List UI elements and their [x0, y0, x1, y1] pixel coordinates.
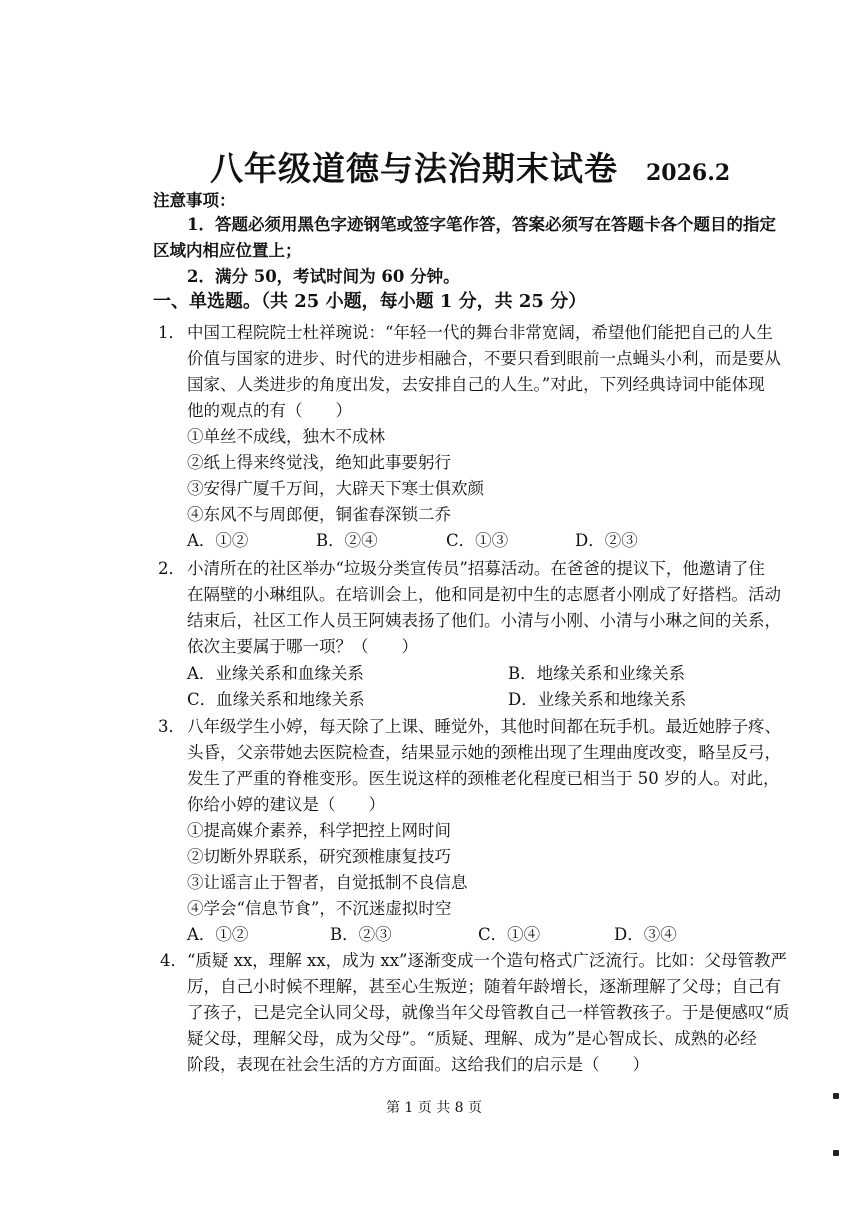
question-1-number: 1．	[158, 323, 185, 342]
question-3-stem-line: 你给小婷的建议是（ ）	[187, 795, 385, 814]
question-3-stem-line: 八年级学生小婷，每天除了上课、睡觉外，其他时间都在玩手机。最近她脖子疼、	[187, 717, 781, 736]
question-1-item: ④东风不与周郎便，铜雀春深锁二乔	[187, 505, 451, 524]
question-2-option-a[interactable]: A．业缘关系和血缘关系	[187, 664, 364, 683]
title-text: 八年级道德与法治期末试卷	[210, 149, 618, 188]
notice-heading: 注意事项：	[153, 191, 236, 210]
question-3-option-a[interactable]: A．①②	[187, 925, 249, 944]
question-3-option-d[interactable]: D．③④	[614, 925, 677, 944]
notice-item-2: 2．满分 50，考试时间为 60 分钟。	[187, 267, 460, 286]
question-1-option-c[interactable]: C．①③	[446, 531, 509, 550]
question-3-item: ④学会“信息节食”，不沉迷虚拟时空	[187, 899, 452, 918]
question-1-option-a[interactable]: A．①②	[187, 531, 249, 550]
question-1-option-b[interactable]: B．②④	[316, 531, 378, 550]
question-3-item: ③让谣言止于智者，自觉抵制不良信息	[187, 873, 468, 892]
question-3-item: ②切断外界联系，研究颈椎康复技巧	[187, 847, 451, 866]
question-2-option-b[interactable]: B．地缘关系和业缘关系	[508, 664, 686, 683]
question-4-stem-line: 厉，自己小时候不理解，甚至心生叛逆；随着年龄增长，逐渐理解了父母；自己有	[187, 977, 781, 996]
notice-item-1-line-2: 区域内相应位置上；	[153, 241, 302, 260]
question-1-stem-line: 中国工程院院士杜祥琬说：“年轻一代的舞台非常宽阔，希望他们能把自己的人生	[187, 323, 773, 342]
question-4-number: 4．	[160, 951, 187, 970]
question-4-stem-line: 阶段，表现在社会生活的方方面面。这给我们的启示是（ ）	[187, 1055, 649, 1074]
question-1-option-d[interactable]: D．②③	[575, 531, 638, 550]
question-4-stem-line: “质疑 xx，理解 xx，成为 xx”逐渐变成一个造句格式广泛流行。比如：父母管教严	[187, 951, 787, 970]
page-title	[210, 143, 730, 190]
scan-mark	[833, 1093, 839, 1099]
question-3-stem-line: 头昏，父亲带她去医院检查，结果显示她的颈椎出现了生理曲度改变，略呈反弓，	[187, 743, 781, 762]
section-heading: 一、单选题。（共 25 小题，每小题 1 分，共 25 分）	[153, 291, 587, 312]
question-2-stem-line: 小清所在的社区举办“垃圾分类宣传员”招募活动。在爸爸的提议下，他邀请了住	[187, 559, 765, 578]
question-1-stem-line: 价值与国家的进步、时代的进步相融合，不要只看到眼前一点蝇头小利，而是要从	[187, 349, 781, 368]
question-3-number: 3．	[158, 717, 185, 736]
question-4-stem-line: 了孩子，已是完全认同父母，就像当年父母管教自己一样管教孩子。于是便感叹“质	[187, 1003, 790, 1022]
question-2-number: 2．	[158, 559, 185, 578]
question-1-item: ①单丝不成线，独木不成林	[187, 427, 385, 446]
question-2-option-d[interactable]: D．业缘关系和地缘关系	[508, 690, 687, 709]
question-2-stem-line: 在隔壁的小琳组队。在培训会上，他和同是初中生的志愿者小刚成了好搭档。活动	[187, 585, 781, 604]
question-3-option-c[interactable]: C．①④	[478, 925, 541, 944]
scan-mark	[833, 1150, 839, 1156]
question-1-stem-line: 国家、人类进步的角度出发，去安排自己的人生。”对此，下列经典诗词中能体现	[187, 375, 765, 394]
question-1-stem-line: 他的观点的有（ ）	[187, 401, 352, 420]
question-2-stem-line: 结束后，社区工作人员王阿姨表扬了他们。小清与小刚、小清与小琳之间的关系，	[187, 611, 781, 630]
notice-item-1-line-1: 1．答题必须用黑色字迹钢笔或签字笔作答，答案必须写在答题卡各个题目的指定	[187, 215, 776, 234]
question-1-item: ③安得广厦千万间，大辟天下寒士俱欢颜	[187, 479, 484, 498]
question-2-option-c[interactable]: C．血缘关系和地缘关系	[187, 690, 365, 709]
question-3-item: ①提高媒介素养，科学把控上网时间	[187, 821, 451, 840]
page-number-footer: 第 1 页 共 8 页	[385, 1100, 483, 1116]
question-4-stem-line: 疑父母，理解父母，成为父母”。“质疑、理解、成为”是心智成长、成熟的必经	[187, 1029, 757, 1048]
question-3-stem-line: 发生了严重的脊椎变形。医生说这样的颈椎老化程度已相当于 50 岁的人。对此，	[187, 769, 780, 788]
question-3-option-b[interactable]: B．②③	[330, 925, 392, 944]
question-2-stem-line: 依次主要属于哪一项？（ ）	[187, 637, 418, 656]
exam-date: 2026.2	[646, 160, 731, 186]
question-1-item: ②纸上得来终觉浅，绝知此事要躬行	[187, 453, 451, 472]
